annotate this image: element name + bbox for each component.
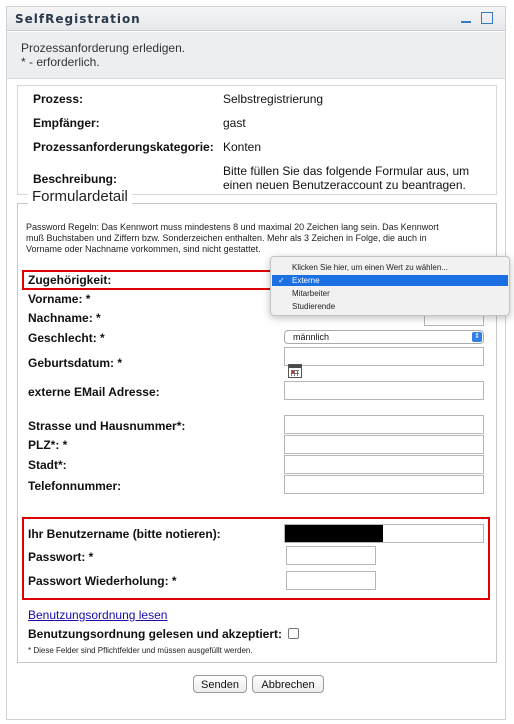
dropdown-option-label: Externe: [292, 276, 320, 285]
empfaenger-label: Empfänger:: [33, 116, 100, 130]
beschreibung-line-2: einen neuen Benutzeraccount zu beantragen.: [223, 178, 466, 192]
abbrechen-button[interactable]: Abbrechen: [252, 675, 324, 693]
info-bar: [7, 32, 505, 79]
dropdown-placeholder[interactable]: Klicken Sie hier, um einen Wert zu wählen...: [292, 263, 448, 272]
telefon-label: Telefonnummer:: [28, 479, 122, 493]
strasse-label: Strasse und Hausnummer*:: [28, 419, 186, 433]
benutzungsordnung-link[interactable]: Benutzungsordnung lesen: [28, 608, 168, 622]
strasse-input[interactable]: [284, 415, 484, 434]
geburtsdatum-input[interactable]: [284, 347, 484, 366]
dropdown-option-externe[interactable]: [272, 275, 508, 286]
stadt-input[interactable]: [284, 455, 484, 474]
empfaenger-value: gast: [223, 116, 246, 130]
passwort-wdh-label: Passwort Wiederholung: *: [28, 574, 177, 588]
geschlecht-label: Geschlecht: *: [28, 331, 105, 345]
beschreibung-line-1: Bitte füllen Sie das folgende Formular aus, um: [223, 164, 470, 178]
window-title: SelfRegistration: [15, 12, 141, 26]
prozess-label: Prozess:: [33, 92, 84, 106]
maximize-icon[interactable]: [481, 12, 493, 24]
prozess-value: Selbstregistrierung: [223, 92, 324, 106]
pflicht-note: * Diese Felder sind Pflichtfelder und müssen ausgefüllt werden.: [28, 646, 253, 655]
senden-button[interactable]: Senden: [193, 675, 247, 693]
passwort-wdh-input[interactable]: [286, 571, 376, 590]
zugehoerigkeit-dropdown: [270, 256, 510, 316]
benutzername-label: Ihr Benutzername (bitte notieren):: [28, 527, 221, 541]
plz-input[interactable]: [284, 435, 484, 454]
password-rules-line-2: muß Buchstaben und Ziffern bzw. Sonderzeichen enthalten. Mehr als 3 Zeichen in Folge, die auch in: [26, 233, 427, 243]
kategorie-label: Prozessanforderungskategorie:: [33, 140, 214, 154]
akzeptiert-label: Benutzungsordnung gelesen und akzeptiert:: [28, 627, 283, 641]
password-rules-line-3: Vorname oder Nachname vorkommen, sind nicht gestattet.: [26, 244, 261, 254]
email-input[interactable]: [284, 381, 484, 400]
dropdown-option-studierende[interactable]: Studierende: [292, 302, 336, 311]
passwort-input[interactable]: [286, 546, 376, 565]
passwort-label: Passwort: *: [28, 550, 94, 564]
plz-label: PLZ*: *: [28, 438, 68, 452]
checkmark-icon: ✓: [278, 276, 285, 285]
password-rules-line-1: Password Regeln: Das Kennwort muss mindestens 8 und maximal 20 Zeichen lang sein. Das Kennwort: [26, 222, 439, 232]
zugehoerigkeit-label: Zugehörigkeit:: [28, 273, 112, 287]
formulardetail-legend: Formulardetail: [28, 188, 132, 205]
email-label: externe EMail Adresse:: [28, 385, 160, 399]
minimize-icon[interactable]: [459, 11, 473, 25]
benutzername-redacted: [285, 525, 383, 542]
chevron-updown-icon: ⇕: [472, 332, 482, 342]
dropdown-option-mitarbeiter[interactable]: Mitarbeiter: [292, 289, 330, 298]
geschlecht-value: männlich: [293, 332, 330, 342]
calendar-icon[interactable]: [288, 364, 302, 378]
kategorie-value: Konten: [223, 140, 262, 154]
info-line-1: Prozessanforderung erledigen.: [21, 41, 186, 55]
vorname-label: Vorname: *: [28, 292, 91, 306]
akzeptiert-checkbox[interactable]: [288, 628, 299, 639]
stadt-label: Stadt*:: [28, 458, 67, 472]
password-rules: [26, 222, 492, 255]
telefon-input[interactable]: [284, 475, 484, 494]
geburtsdatum-label: Geburtsdatum: *: [28, 356, 123, 370]
beschreibung-label: Beschreibung:: [33, 172, 118, 186]
geschlecht-select[interactable]: [284, 330, 484, 344]
title-bar: [7, 7, 505, 31]
info-line-2: * - erforderlich.: [21, 55, 100, 69]
nachname-label: Nachname: *: [28, 311, 101, 325]
